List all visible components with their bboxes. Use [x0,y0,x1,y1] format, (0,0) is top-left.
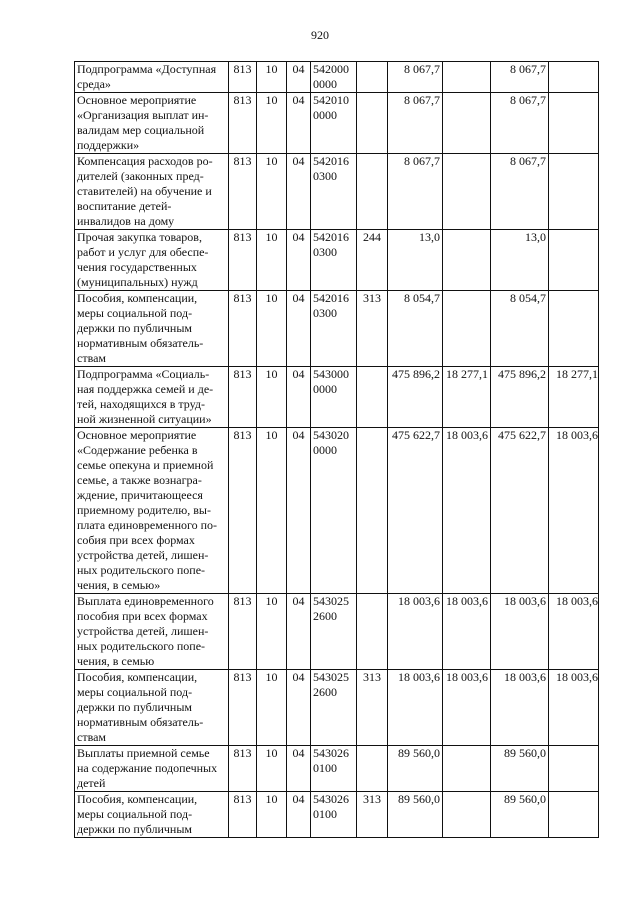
name-line: держки по публичным [77,822,192,836]
cell-target-article [311,154,357,230]
name-line: Выплата единовременного [77,594,214,608]
cell-subsection: 04 [287,670,311,746]
target-article-line: 543000 [313,367,349,381]
cell-ministry: 813 [229,230,257,291]
target-article-line: 0100 [313,761,337,775]
cell-ministry: 813 [229,792,257,838]
cell-sum-year1-federal [443,291,491,367]
cell-ministry: 813 [229,428,257,594]
target-article-line: 0100 [313,807,337,821]
table-row [75,367,599,428]
target-article-line: 0000 [313,108,337,122]
name-line: Основное мероприятие [77,93,197,107]
name-line: ствам [77,730,106,744]
name-line: устройства детей, лишен- [77,548,209,562]
cell-sum-year2-federal [549,291,599,367]
target-article-line: 0000 [313,382,337,396]
cell-section: 10 [257,594,287,670]
name-line: ставителей) на обучение и [77,184,212,198]
table-body [75,62,599,838]
cell-sum-year1: 8 067,7 [388,62,443,93]
cell-ministry: 813 [229,291,257,367]
cell-section: 10 [257,230,287,291]
cell-sum-year2: 8 067,7 [491,93,549,154]
cell-sum-year1-federal [443,230,491,291]
name-line: дителей (законных пред- [77,169,204,183]
name-line: ной жизненной ситуации» [77,412,212,426]
table-row [75,792,599,838]
name-line: семье, а также вознагра- [77,473,202,487]
cell-sum-year1: 8 067,7 [388,154,443,230]
cell-name [75,62,229,93]
name-line: нормативным обязатель- [77,336,204,350]
cell-expense-type [357,428,388,594]
cell-section: 10 [257,291,287,367]
target-article-line: 2600 [313,609,337,623]
target-article-line: 543026 [313,746,349,760]
cell-name [75,594,229,670]
name-line: среда» [77,77,111,91]
cell-ministry: 813 [229,62,257,93]
cell-sum-year1-federal: 18 277,1 [443,367,491,428]
cell-sum-year2-federal [549,154,599,230]
cell-section: 10 [257,792,287,838]
name-line: работ и услуг для обеспе- [77,245,209,259]
name-line: Пособия, компенсации, [77,670,198,684]
cell-sum-year1-federal [443,746,491,792]
cell-sum-year1-federal: 18 003,6 [443,428,491,594]
name-line: пособия при всех формах [77,609,208,623]
cell-expense-type: 313 [357,291,388,367]
name-line: устройства детей, лишен- [77,624,209,638]
name-line: держки по публичным [77,321,192,335]
name-line: Пособия, компенсации, [77,291,198,305]
target-article-line: 2600 [313,685,337,699]
cell-subsection: 04 [287,62,311,93]
cell-sum-year2-federal [549,230,599,291]
cell-name [75,93,229,154]
cell-ministry: 813 [229,746,257,792]
cell-target-article [311,93,357,154]
cell-sum-year2: 18 003,6 [491,670,549,746]
table-row [75,93,599,154]
cell-ministry: 813 [229,670,257,746]
cell-target-article [311,792,357,838]
cell-sum-year2: 8 067,7 [491,154,549,230]
cell-sum-year1-federal [443,93,491,154]
cell-sum-year2-federal [549,792,599,838]
table-row [75,230,599,291]
cell-ministry: 813 [229,154,257,230]
cell-target-article [311,670,357,746]
target-article-line: 542010 [313,93,349,107]
cell-sum-year2-federal [549,93,599,154]
cell-subsection: 04 [287,792,311,838]
name-line: (муниципальных) нужд [77,275,198,289]
table-row [75,291,599,367]
cell-subsection: 04 [287,367,311,428]
cell-expense-type: 244 [357,230,388,291]
cell-expense-type [357,62,388,93]
cell-sum-year2: 8 067,7 [491,62,549,93]
cell-sum-year1-federal [443,154,491,230]
cell-section: 10 [257,62,287,93]
cell-target-article [311,230,357,291]
cell-section: 10 [257,428,287,594]
cell-subsection: 04 [287,594,311,670]
cell-subsection: 04 [287,93,311,154]
cell-sum-year1: 18 003,6 [388,670,443,746]
target-article-line: 543025 [313,594,349,608]
cell-section: 10 [257,154,287,230]
cell-target-article [311,746,357,792]
cell-target-article [311,367,357,428]
target-article-line: 0300 [313,306,337,320]
cell-sum-year1: 8 067,7 [388,93,443,154]
cell-target-article [311,291,357,367]
name-line: держки по публичным [77,700,192,714]
cell-sum-year2: 18 003,6 [491,594,549,670]
cell-sum-year2-federal [549,746,599,792]
name-line: меры социальной под- [77,807,193,821]
cell-name [75,746,229,792]
cell-subsection: 04 [287,746,311,792]
name-line: Подпрограмма «Доступная [77,62,217,76]
name-line: ных родительского попе- [77,563,206,577]
cell-sum-year1: 89 560,0 [388,792,443,838]
cell-section: 10 [257,746,287,792]
name-line: ных родительского попе- [77,639,206,653]
name-line: Пособия, компенсации, [77,792,198,806]
table-row [75,62,599,93]
name-line: инвалидов на дому [77,214,175,228]
name-line: Компенсация расходов ро- [77,154,213,168]
cell-sum-year2: 475 896,2 [491,367,549,428]
cell-sum-year2-federal: 18 277,1 [549,367,599,428]
name-line: ствам [77,351,106,365]
name-line: меры социальной под- [77,306,193,320]
table-row [75,746,599,792]
name-line: чения, в семью» [77,578,161,592]
cell-sum-year1: 8 054,7 [388,291,443,367]
name-line: тей, находящихся в труд- [77,397,205,411]
name-line: детей [77,776,106,790]
table-row [75,154,599,230]
cell-expense-type [357,154,388,230]
name-line: валидам мер социальной [77,123,205,137]
cell-name [75,670,229,746]
target-article-line: 542016 [313,291,349,305]
name-line: воспитание детей- [77,199,172,213]
cell-sum-year1: 13,0 [388,230,443,291]
name-line: ждение, причитающееся [77,488,203,502]
cell-sum-year2: 89 560,0 [491,792,549,838]
cell-expense-type [357,367,388,428]
name-line: плата единовременного по- [77,518,218,532]
cell-sum-year2-federal [549,62,599,93]
target-article-line: 0300 [313,245,337,259]
budget-table [74,61,599,838]
cell-sum-year1-federal: 18 003,6 [443,670,491,746]
name-line: меры социальной под- [77,685,193,699]
cell-sum-year2: 13,0 [491,230,549,291]
name-line: чения государственных [77,260,197,274]
name-line: приемному родителю, вы- [77,503,211,517]
cell-sum-year1-federal [443,62,491,93]
cell-sum-year1: 475 896,2 [388,367,443,428]
target-article-line: 542016 [313,230,349,244]
name-line: Основное мероприятие [77,428,197,442]
cell-sum-year1: 475 622,7 [388,428,443,594]
cell-name [75,792,229,838]
cell-name [75,230,229,291]
target-article-line: 543020 [313,428,349,442]
name-line: нормативным обязатель- [77,715,204,729]
cell-target-article [311,428,357,594]
cell-section: 10 [257,670,287,746]
name-line: Выплаты приемной семье [77,746,210,760]
cell-subsection: 04 [287,291,311,367]
cell-name [75,291,229,367]
target-article-line: 0300 [313,169,337,183]
table-row [75,594,599,670]
cell-ministry: 813 [229,367,257,428]
name-line: Прочая закупка товаров, [77,230,202,244]
cell-expense-type: 313 [357,792,388,838]
table-row [75,428,599,594]
cell-sum-year2-federal: 18 003,6 [549,670,599,746]
cell-expense-type [357,93,388,154]
cell-sum-year2: 475 622,7 [491,428,549,594]
target-article-line: 543025 [313,670,349,684]
cell-sum-year1-federal [443,792,491,838]
cell-section: 10 [257,93,287,154]
target-article-line: 542000 [313,62,349,76]
name-line: «Организация выплат ин- [77,108,209,122]
name-line: на содержание подопечных [77,761,218,775]
cell-name [75,428,229,594]
cell-expense-type [357,746,388,792]
cell-section: 10 [257,367,287,428]
cell-subsection: 04 [287,428,311,594]
name-line: собия при всех формах [77,533,195,547]
name-line: «Содержание ребенка в [77,443,198,457]
cell-sum-year1-federal: 18 003,6 [443,594,491,670]
cell-sum-year2: 8 054,7 [491,291,549,367]
cell-expense-type: 313 [357,670,388,746]
cell-name [75,367,229,428]
name-line: ная поддержка семей и де- [77,382,214,396]
cell-target-article [311,594,357,670]
cell-sum-year1: 89 560,0 [388,746,443,792]
table-row [75,670,599,746]
cell-name [75,154,229,230]
cell-subsection: 04 [287,230,311,291]
cell-sum-year2-federal: 18 003,6 [549,594,599,670]
cell-target-article [311,62,357,93]
target-article-line: 542016 [313,154,349,168]
target-article-line: 543026 [313,792,349,806]
cell-ministry: 813 [229,594,257,670]
cell-sum-year2-federal: 18 003,6 [549,428,599,594]
name-line: семье опекуна и приемной [77,458,214,472]
cell-sum-year1: 18 003,6 [388,594,443,670]
cell-ministry: 813 [229,93,257,154]
name-line: поддержки» [77,138,140,152]
name-line: Подпрограмма «Социаль- [77,367,210,381]
target-article-line: 0000 [313,443,337,457]
target-article-line: 0000 [313,77,337,91]
cell-sum-year2: 89 560,0 [491,746,549,792]
page-number: 920 [311,28,329,42]
name-line: чения, в семью [77,654,155,668]
cell-expense-type [357,594,388,670]
cell-subsection: 04 [287,154,311,230]
